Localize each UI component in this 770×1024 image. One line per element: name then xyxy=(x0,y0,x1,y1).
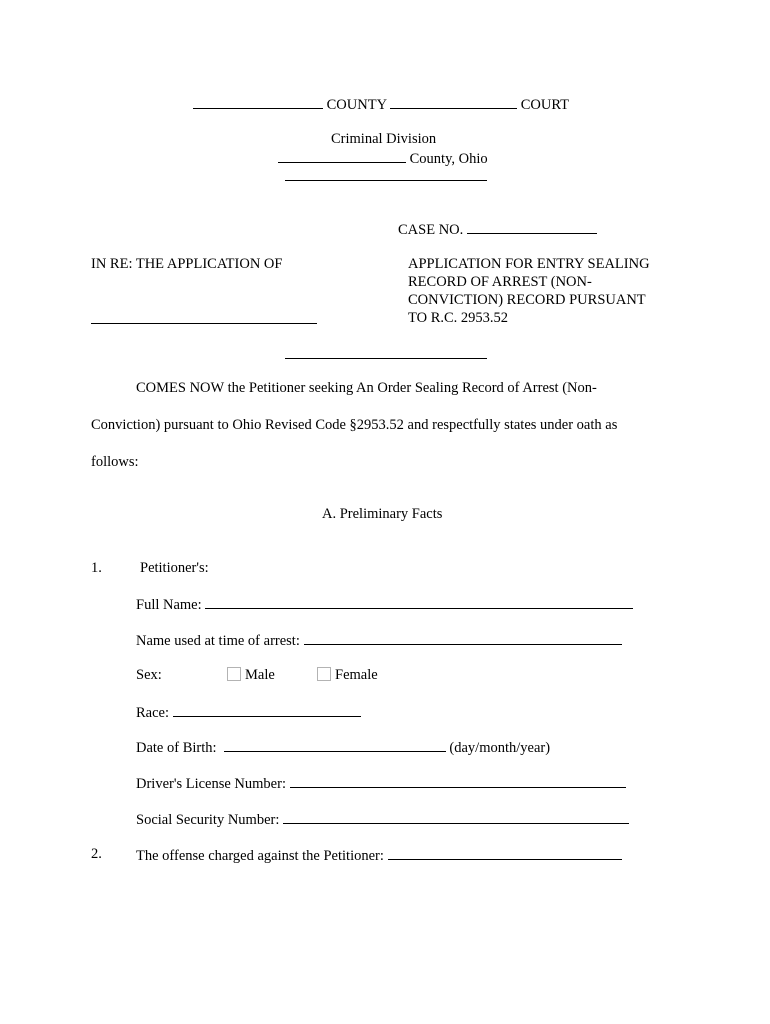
dob-field xyxy=(136,737,550,757)
in-re-label: IN RE: THE APPLICATION OF xyxy=(91,256,283,272)
application-title-4: TO R.C. 2953.52 xyxy=(408,310,509,326)
dob-format: (day/month/year) xyxy=(449,740,551,756)
header-separator xyxy=(285,180,487,181)
application-title-1: APPLICATION FOR ENTRY SEALING xyxy=(408,256,650,272)
item-2-number: 2. xyxy=(91,846,102,862)
race-field xyxy=(136,702,361,722)
offense-label: The offense charged against the Petitioner: xyxy=(136,848,384,864)
ssn-field xyxy=(136,809,629,829)
court-blank[interactable] xyxy=(390,94,517,109)
name-at-arrest-field xyxy=(136,630,622,650)
male-option[interactable] xyxy=(227,666,275,684)
offense-blank[interactable] xyxy=(388,845,622,860)
full-name-label: Full Name: xyxy=(136,597,202,613)
name-at-arrest-blank[interactable] xyxy=(304,630,622,645)
county-blank[interactable] xyxy=(193,94,323,109)
name-at-arrest-label: Name used at time of arrest: xyxy=(136,633,300,649)
body-paragraph-line-1: COMES NOW the Petitioner seeking An Order Sealing Record of Arrest (Non- xyxy=(136,380,597,396)
female-checkbox[interactable] xyxy=(317,667,331,681)
female-option[interactable] xyxy=(317,666,378,684)
offense-field xyxy=(136,845,622,865)
division-title: Criminal Division xyxy=(331,131,437,147)
case-number-label: CASE NO. xyxy=(398,222,464,238)
court-label: COURT xyxy=(520,97,570,113)
item-1-number: 1. xyxy=(91,560,102,576)
county-ohio-blank[interactable] xyxy=(278,148,406,163)
sex-label: Sex: xyxy=(136,667,162,683)
female-label: Female xyxy=(335,667,378,683)
body-paragraph-line-3: follows: xyxy=(91,454,139,470)
case-number-line xyxy=(398,219,597,239)
drivers-license-label: Driver's License Number: xyxy=(136,776,286,792)
county-ohio-label: County, Ohio xyxy=(409,151,488,167)
drivers-license-field xyxy=(136,773,626,793)
full-name-blank[interactable] xyxy=(205,594,633,609)
male-checkbox[interactable] xyxy=(227,667,241,681)
ssn-blank[interactable] xyxy=(283,809,629,824)
race-blank[interactable] xyxy=(173,702,361,717)
court-header xyxy=(193,94,569,114)
applicant-name-blank[interactable] xyxy=(91,323,317,324)
application-title-3: CONVICTION) RECORD PURSUANT xyxy=(408,292,646,308)
case-number-blank[interactable] xyxy=(467,219,597,234)
application-title-2: RECORD OF ARREST (NON- xyxy=(408,274,592,290)
county-ohio-line xyxy=(278,148,488,168)
male-label: Male xyxy=(245,667,275,683)
item-1-label: Petitioner's: xyxy=(140,560,209,576)
county-label: COUNTY xyxy=(326,97,387,113)
ssn-label: Social Security Number: xyxy=(136,812,280,828)
section-a-heading: A. Preliminary Facts xyxy=(322,506,443,522)
caption-separator xyxy=(285,358,487,359)
race-label: Race: xyxy=(136,705,170,721)
body-paragraph-line-2: Conviction) pursuant to Ohio Revised Code §2953.52 and respectfully states under oath as xyxy=(91,417,618,433)
full-name-field xyxy=(136,594,633,614)
dob-label: Date of Birth: xyxy=(136,740,217,756)
drivers-license-blank[interactable] xyxy=(290,773,626,788)
dob-blank[interactable] xyxy=(224,737,446,752)
